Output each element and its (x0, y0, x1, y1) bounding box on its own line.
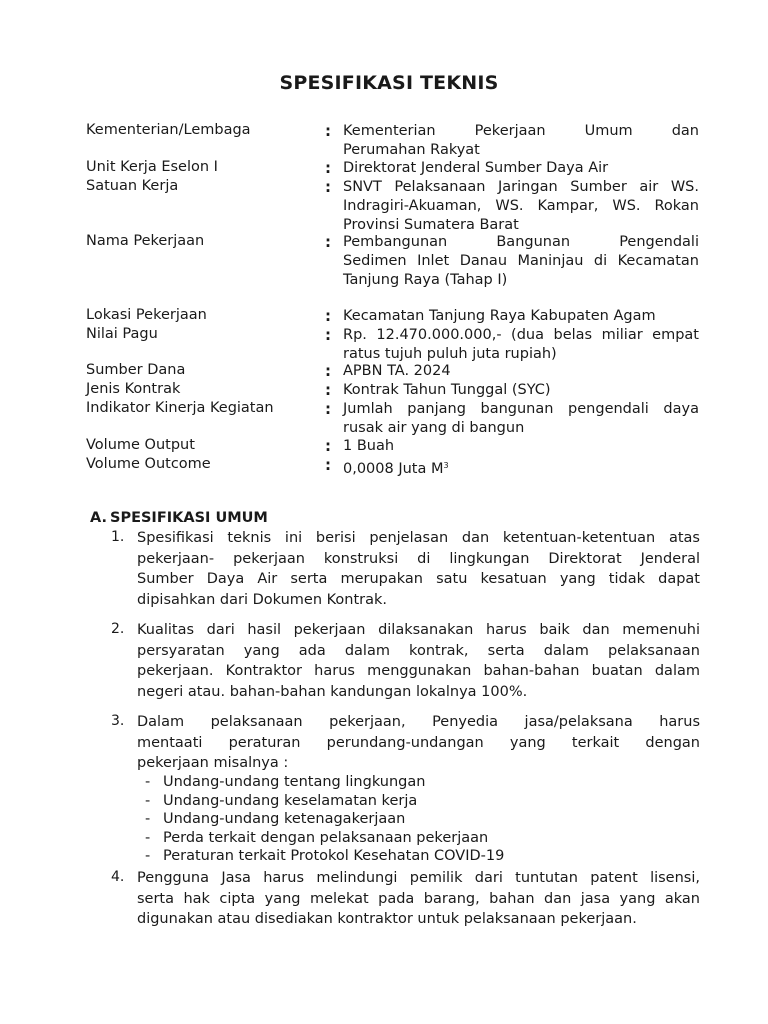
field-value-line: Jumlah panjang bangunan pengendali daya (343, 401, 699, 417)
document-title: SPESIFIKASI TEKNIS (279, 72, 499, 94)
field-label-volume-output: Volume Output (86, 437, 195, 453)
field-colon: : (325, 362, 331, 380)
bullet-list (145, 773, 504, 866)
bullet-item (145, 773, 504, 792)
field-label-sumber-dana: Sumber Dana (86, 362, 186, 378)
field-value-unit-kerja (343, 159, 699, 178)
bullet-text: Perda terkait dengan pelaksanaan pekerjaan (163, 829, 489, 846)
paragraph-line: serta hak cipta yang melekat pada barang, bahan dan jasa yang akan (137, 890, 700, 907)
field-value-line: SNVT Pelaksanaan Jaringan Sumber air WS. (343, 179, 699, 195)
field-colon: : (325, 437, 331, 455)
paragraph-line: dipisahkan dari Dokumen Kontrak. (137, 591, 388, 608)
field-colon: : (325, 307, 331, 325)
bullet-text: Undang-undang tentang lingkungan (163, 774, 426, 790)
field-value-line: Tanjung Raya (Tahap I) (343, 272, 508, 288)
paragraph-line: pekerjaan. Kontraktor harus menggunakan bahan-bahan buatan dalam (137, 663, 700, 679)
bullet-item (145, 810, 504, 829)
section-heading-text: SPESIFIKASI UMUM (110, 510, 268, 526)
field-value-line: Kontrak Tahun Tunggal (SYC) (343, 382, 551, 398)
field-colon: : (325, 159, 331, 177)
field-value-line: Kecamatan Tanjung Raya Kabupaten Agam (343, 308, 656, 324)
item-number: 3. (111, 713, 125, 729)
bullet-marker: - (145, 811, 151, 827)
field-colon: : (325, 381, 331, 399)
bullet-marker: - (145, 774, 151, 790)
field-value-line: 1 Buah (343, 438, 395, 454)
field-value-nilai-pagu (343, 326, 699, 364)
item-number: 1. (111, 529, 125, 545)
field-colon: : (325, 178, 331, 196)
field-value-line: Direktorat Jenderal Sumber Daya Air (343, 160, 609, 176)
field-value-line: Provinsi Sumatera Barat (343, 217, 519, 233)
paragraph-line: negeri atau. bahan-bahan kandungan lokalnya 100%. (137, 683, 528, 700)
field-value-nama-pekerjaan (343, 233, 699, 290)
paragraph-line: Kualitas dari hasil pekerjaan dilaksanakan harus baik dan memenuhi (137, 622, 700, 638)
item-paragraph-3 (137, 712, 700, 774)
paragraph-line: Spesifikasi teknis ini berisi penjelasan dan ketentuan-ketentuan atas (137, 530, 700, 546)
field-value-line: rusak air yang di bangun (343, 420, 525, 436)
field-value-line: Rp. 12.470.000.000,- (dua belas miliar empat (343, 327, 699, 343)
field-value-volume-output (343, 437, 699, 456)
field-colon: : (325, 122, 331, 140)
bullet-marker: - (145, 792, 151, 809)
field-value-indikator (343, 400, 699, 438)
item-paragraph-4 (137, 868, 700, 930)
field-label-lokasi: Lokasi Pekerjaan (86, 307, 207, 323)
section-a-heading (90, 510, 268, 526)
section-letter: A. (90, 510, 107, 526)
paragraph-line: pekerjaan- pekerjaan konstruksi di lingkungan Direktorat Jenderal (137, 550, 700, 567)
bullet-marker: - (145, 848, 151, 864)
field-value-jenis-kontrak (343, 381, 699, 400)
field-label-jenis-kontrak: Jenis Kontrak (86, 381, 181, 397)
field-label-volume-outcome: Volume Outcome (86, 456, 211, 472)
field-value-line: ratus tujuh puluh juta rupiah) (343, 346, 557, 362)
field-value-line (343, 456, 699, 479)
paragraph-line: Dalam pelaksanaan pekerjaan, Penyedia jasa/pelaksana harus (137, 714, 700, 730)
bullet-text: Undang-undang ketenagakerjaan (163, 811, 406, 827)
item-paragraph-1 (137, 528, 700, 610)
bullet-item (145, 792, 504, 811)
field-label-kementerian: Kementerian/Lembaga (86, 122, 251, 138)
paragraph-line: Pengguna Jasa harus melindungi pemilik dari tuntutan patent lisensi, (137, 870, 700, 886)
item-number: 2. (111, 621, 125, 637)
paragraph-line: mentaati peraturan perundang-undangan yang terkait dengan (137, 734, 700, 751)
paragraph-line: Sumber Daya Air serta merupakan satu kesatuan yang tidak dapat (137, 571, 700, 587)
field-value-satuan-kerja (343, 178, 699, 235)
field-colon: : (325, 456, 331, 474)
field-value-volume-outcome (343, 456, 699, 479)
field-label-nilai-pagu: Nilai Pagu (86, 326, 158, 342)
field-value-line: Perumahan Rakyat (343, 142, 480, 158)
field-label-unit-kerja: Unit Kerja Eselon I (86, 159, 218, 175)
item-number: 4. (111, 869, 125, 885)
item-paragraph-2 (137, 620, 700, 702)
field-label-nama-pekerjaan: Nama Pekerjaan (86, 233, 205, 249)
field-colon: : (325, 400, 331, 418)
paragraph-line: pekerjaan misalnya : (137, 755, 289, 771)
field-label-indikator: Indikator Kinerja Kegiatan (86, 400, 274, 416)
field-value-line: Indragiri-Akuaman, WS. Kampar, WS. Rokan (343, 198, 699, 214)
field-colon: : (325, 233, 331, 251)
superscript-unit: 3 (443, 461, 449, 470)
field-value-line: Pembangunan Bangunan Pengendali (343, 234, 699, 250)
paragraph-line: persyaratan yang ada dalam kontrak, serta dalam pelaksanaan (137, 642, 700, 659)
field-value-line: APBN TA. 2024 (343, 363, 451, 379)
field-value-sumber-dana (343, 362, 699, 381)
field-value-lokasi (343, 307, 699, 326)
field-label-satuan-kerja: Satuan Kerja (86, 178, 179, 194)
bullet-text: Undang-undang keselamatan kerja (163, 792, 418, 809)
field-colon: : (325, 326, 331, 344)
field-value-line: Sedimen Inlet Danau Maninjau di Kecamatan (343, 253, 699, 269)
field-value-text: 0,0008 Juta M (343, 461, 444, 477)
bullet-marker: - (145, 829, 151, 846)
bullet-text: Peraturan terkait Protokol Kesehatan COVID-19 (163, 848, 505, 864)
bullet-item (145, 847, 504, 866)
field-value-line: Kementerian Pekerjaan Umum dan (343, 123, 699, 139)
field-value-kementerian (343, 122, 699, 160)
paragraph-line: digunakan atau disediakan kontraktor untuk pelaksanaan pekerjaan. (137, 911, 637, 927)
bullet-item (145, 829, 504, 848)
